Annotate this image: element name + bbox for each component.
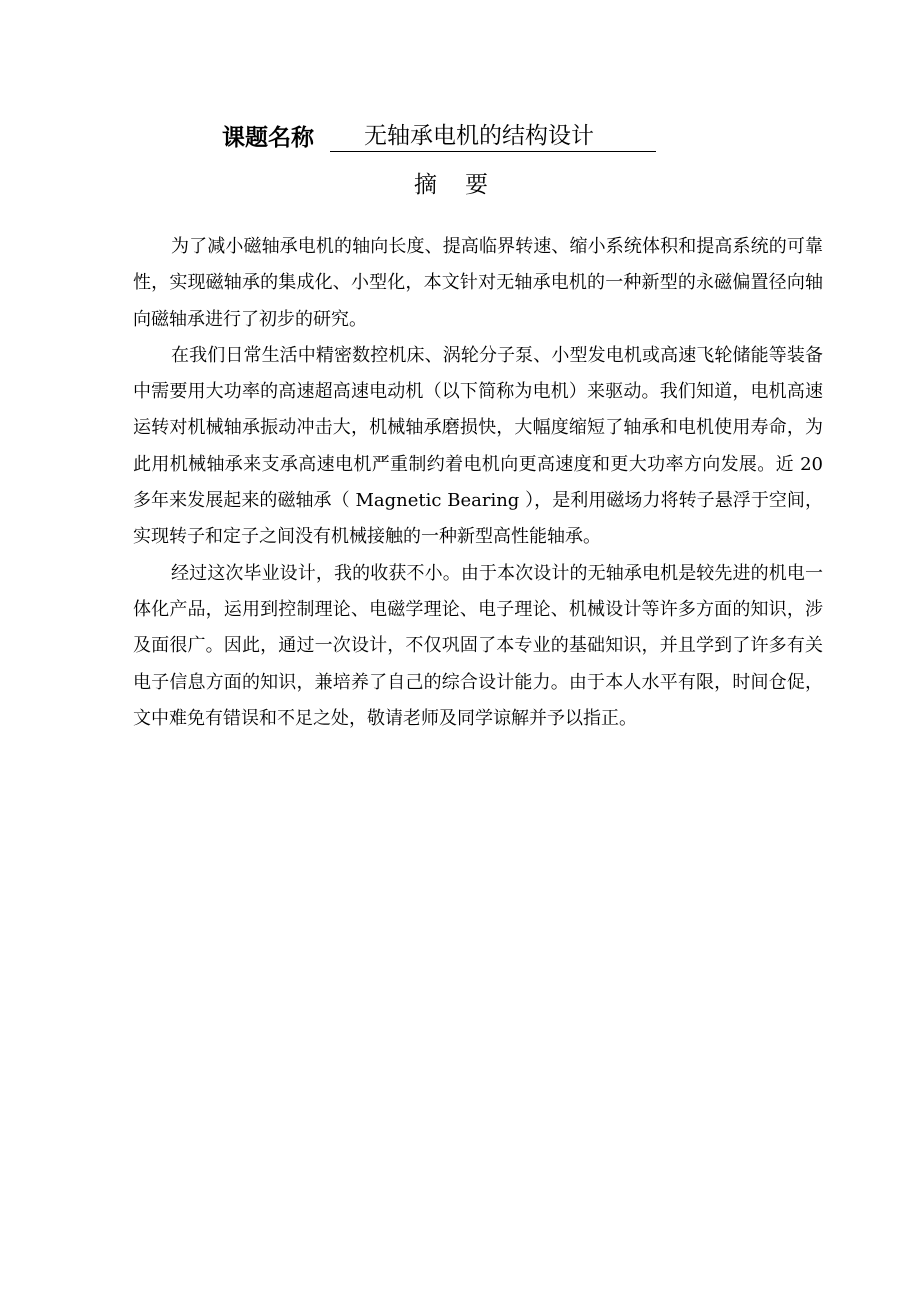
title-label: 课题名称 (222, 125, 314, 151)
abstract-paragraph-2: 在我们日常生活中精密数控机床、涡轮分子泵、小型发电机或高速飞轮储能等装备中需要用大功率的高速超高速电动机（以下简称为电机）来驱动。我们知道，电机高速运转对机械轴承振动冲击大，机械轴承磨损快，大幅度缩短了轴承和电机使用寿命，为此用机械轴承来支承高速电机严重制约着电机向更高速度和更大功率方向发展。近 20 多年来发展起来的磁轴承（ Magnetic Bearing ），是利用磁场力将转子悬浮于空间，实现转子和定子之间没有机械接触的一种新型高性能轴承。 (133, 344, 823, 548)
abstract-heading: 摘要 (414, 172, 516, 198)
abstract-paragraph-1: 为了减小磁轴承电机的轴向长度、提高临界转速、缩小系统体积和提高系统的可靠性，实现磁轴承的集成化、小型化，本文针对无轴承电机的一种新型的永磁偏置径向轴向磁轴承进行了初步的研究。 (133, 236, 823, 330)
thesis-title-line (222, 117, 656, 157)
abstract-paragraph-3: 经过这次毕业设计，我的收获不小。由于本次设计的无轴承电机是较先进的机电一体化产品，运用到控制理论、电磁学理论、电子理论、机械设计等许多方面的知识，涉及面很广。因此，通过一次设计，不仅巩固了本专业的基础知识，并且学到了许多有关电子信息方面的知识，兼培养了自己的综合设计能力。由于本人水平有限，时间仓促，文中难免有错误和不足之处，敬请老师及同学谅解并予以指正。 (133, 562, 823, 729)
title-value: 无轴承电机的结构设计 (330, 117, 656, 152)
abstract-body (133, 229, 823, 737)
